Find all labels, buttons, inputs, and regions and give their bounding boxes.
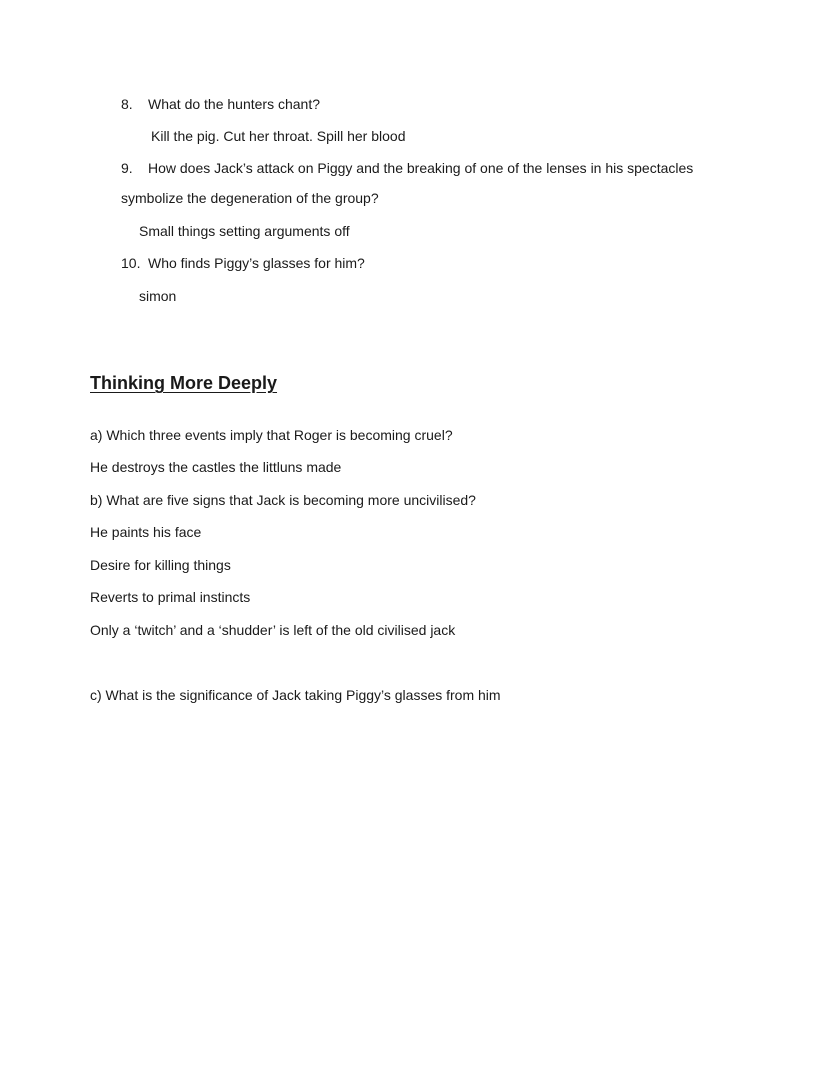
- answer-b-item: Reverts to primal instincts: [90, 589, 251, 605]
- question-text: How does Jack’s attack on Piggy and the breaking of one of the lenses in his spectacles: [148, 160, 694, 176]
- answer-b-item: He paints his face: [90, 524, 202, 540]
- question-text: What do the hunters chant?: [148, 96, 320, 112]
- answer-9: Small things setting arguments off: [139, 223, 350, 239]
- answer-10: simon: [139, 288, 177, 304]
- answer-b-item: Only a ‘twitch’ and a ‘shudder’ is left of the old civilised jack: [90, 622, 456, 638]
- question-number: 8.: [121, 96, 133, 112]
- question-text: Who finds Piggy’s glasses for him?: [148, 255, 365, 271]
- question-number: 9.: [121, 160, 133, 176]
- question-9: [121, 159, 693, 177]
- answer-8: Kill the pig. Cut her throat. Spill her blood: [151, 128, 406, 144]
- question-number: 10.: [121, 255, 141, 271]
- question-b: b) What are five signs that Jack is becoming more uncivilised?: [90, 492, 476, 508]
- question-c: c) What is the significance of Jack taking Piggy’s glasses from him: [90, 687, 501, 703]
- question-9-continuation: symbolize the degeneration of the group?: [121, 190, 379, 206]
- answer-b-item: Desire for killing things: [90, 557, 231, 573]
- answer-a: He destroys the castles the littluns made: [90, 459, 342, 475]
- question-a: a) Which three events imply that Roger is becoming cruel?: [90, 427, 453, 443]
- question-8: [121, 95, 320, 113]
- section-heading: Thinking More Deeply: [90, 373, 278, 393]
- question-10: [121, 254, 365, 272]
